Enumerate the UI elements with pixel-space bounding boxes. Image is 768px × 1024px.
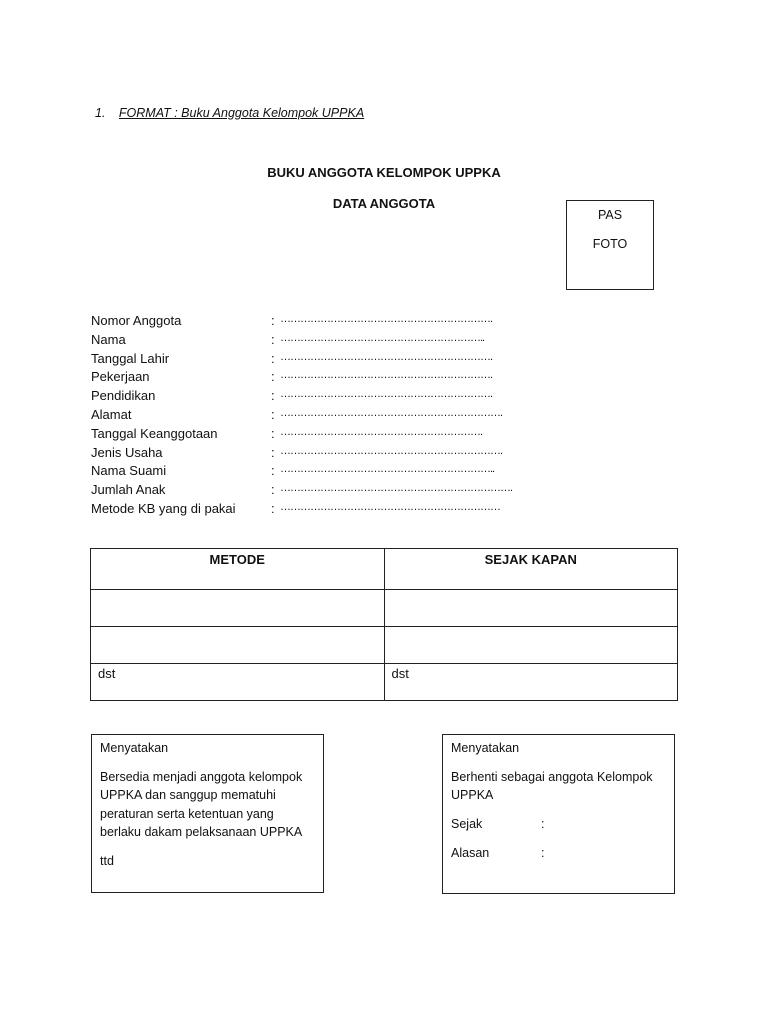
field-label: Pekerjaan <box>91 369 150 385</box>
field-colon: : <box>271 482 275 498</box>
field-label: Metode KB yang di pakai <box>91 500 236 516</box>
leave-statement-box <box>442 734 675 894</box>
table-row <box>91 664 678 701</box>
table-row <box>91 627 678 664</box>
photo-label-line2: FOTO <box>592 237 628 251</box>
reason-row <box>451 844 668 863</box>
field-fill-line: ………………………………………………………. <box>280 350 493 363</box>
section-heading <box>95 106 364 120</box>
photo-label-line1: PAS <box>597 208 623 222</box>
field-label: Nomor Anggota <box>91 313 182 328</box>
field-colon: : <box>271 425 275 441</box>
join-statement-box <box>91 734 324 893</box>
reason-colon: : <box>541 845 545 860</box>
field-fill-line: ……………………………………………………………. <box>280 482 513 495</box>
table-cell <box>91 627 385 664</box>
field-fill-line: ……………………………………………………….. <box>280 463 495 476</box>
photo-box <box>566 200 654 290</box>
field-label: Jumlah Anak <box>91 482 166 498</box>
table-header-method: METODE <box>91 549 385 590</box>
since-colon: : <box>541 816 545 831</box>
field-fill-line: ……………………………………………………. <box>280 425 483 438</box>
field-colon: : <box>271 463 275 479</box>
table-cell <box>91 590 385 627</box>
table-header-row <box>91 549 678 590</box>
join-statement-body: Bersedia menjadi anggota kelompok UPPKA dan sanggup mematuhi peraturan serta ketentuan yang berlaku dakam pelaksanaan UPPKA <box>100 769 303 839</box>
field-colon: : <box>271 369 275 385</box>
field-colon: : <box>271 444 275 460</box>
leave-statement-title: Menyatakan <box>451 741 520 755</box>
table-cell: dst <box>384 664 678 701</box>
section-number: 1. <box>95 106 106 120</box>
table-row <box>91 590 678 627</box>
field-fill-line: ………………………………………………………… <box>280 500 500 513</box>
reason-label: Alasan <box>451 845 490 860</box>
join-statement-title: Menyatakan <box>100 741 169 755</box>
field-colon: : <box>271 350 275 366</box>
field-fill-line: …………………………………………………………. <box>280 444 503 457</box>
field-colon: : <box>271 388 275 404</box>
table-cell <box>384 627 678 664</box>
field-fill-line: ………………………………………………………. <box>280 388 493 401</box>
field-label: Jenis Usaha <box>91 444 163 460</box>
field-label: Alamat <box>91 406 132 422</box>
field-fill-line: ………………………………………………………. <box>280 313 493 325</box>
table-cell: dst <box>91 664 385 701</box>
leave-statement-body: Berhenti sebagai anggota Kelompok UPPKA <box>451 769 653 802</box>
field-colon: : <box>271 406 275 422</box>
field-label: Tanggal Lahir <box>91 350 170 366</box>
table-header-since: SEJAK KAPAN <box>384 549 678 590</box>
field-colon: : <box>271 313 275 328</box>
section-heading-text: FORMAT : Buku Anggota Kelompok UPPKA <box>118 106 365 120</box>
field-colon: : <box>271 331 275 347</box>
field-fill-line: ………………………………………………………. <box>280 369 493 382</box>
document-title: BUKU ANGGOTA KELOMPOK UPPKA <box>267 165 501 180</box>
field-label: Pendidikan <box>91 388 156 404</box>
field-label: Nama <box>91 331 126 347</box>
kb-method-table <box>90 548 678 701</box>
since-row <box>451 815 668 834</box>
field-label: Nama Suami <box>91 463 167 479</box>
since-label: Sejak <box>451 816 483 831</box>
document-subtitle: DATA ANGGOTA <box>332 196 436 211</box>
signature-label: ttd <box>100 853 114 868</box>
field-fill-line: …………………………………………………………. <box>280 406 503 419</box>
field-fill-line: …………………………………………………….. <box>280 331 485 344</box>
field-colon: : <box>271 500 275 516</box>
table-cell <box>384 590 678 627</box>
field-label: Tanggal Keanggotaan <box>91 425 218 441</box>
